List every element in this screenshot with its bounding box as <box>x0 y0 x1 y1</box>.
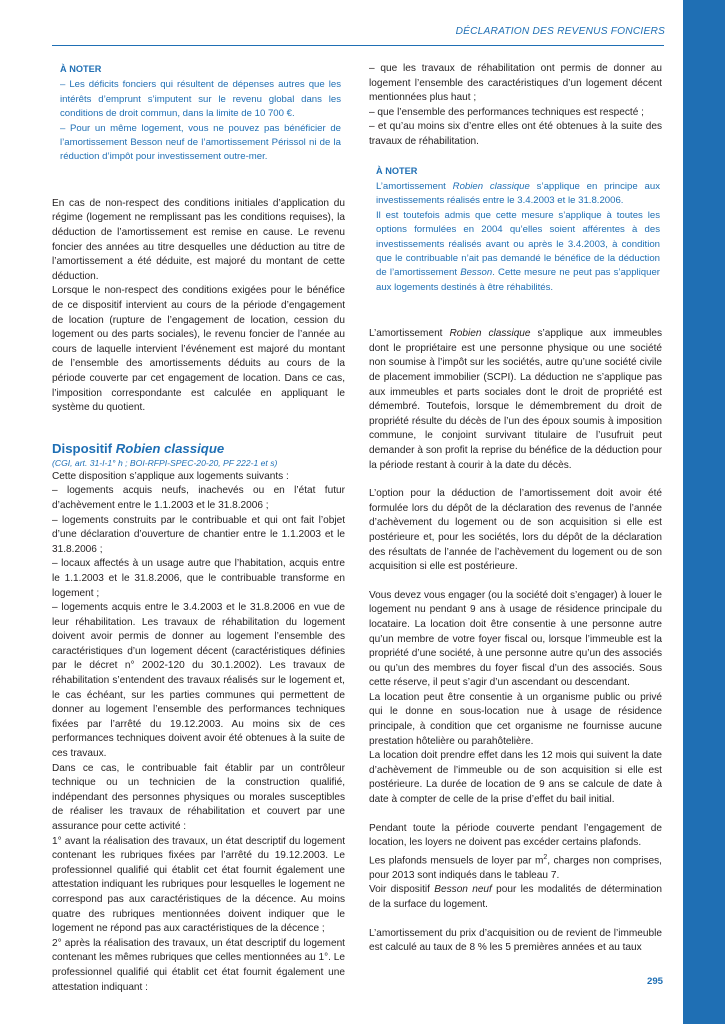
note-title: À NOTER <box>60 64 102 74</box>
text-run: pour les modalités de détermination de la surface du logement. <box>369 884 662 910</box>
note-box-deficits <box>52 62 345 165</box>
note-box-robien <box>369 164 662 296</box>
side-color-band <box>683 0 725 1024</box>
section-line: – logements acquis neufs, inachevés ou en l’état futur d’achèvement entre le 1.1.2003 et le 31.8.2006 ; <box>52 485 345 511</box>
text-run: , charges non comprises, pour 2013 sont indiqués dans le tableau 7. <box>369 855 662 881</box>
section-line: – logements acquis entre le 3.4.2003 et le 31.8.2006 en vue de leur réhabilitation. Les travaux de réhabilitation du logement doivent avoir permis de donner au logement l’ensemble des caractéristiques d’un logement décent (caractéristiques définies par le décret n° 2002-120 du 30.1.2002). Les travaux de réhabilitation s’entendent des travaux réalisés sur le logement et, le cas échéant, sur les parties communes qui permettent de donner au logement l’ensemble des performances techniques fixées par l’arrêté du 19.12.2003. Au moins six de ces performances techniques doivent avoir été obtenues à la suite de ces travaux. <box>52 602 345 760</box>
note-line: – Pour un même logement, vous ne pouvez pas bénéficier de l’amortissement Besson neuf de l’amortissement Périssol ni de la réduction d’impôt pour investissement outre-mer. <box>60 122 341 163</box>
running-header: DÉCLARATION DES REVENUS FONCIERS <box>455 26 665 37</box>
right-column <box>369 62 662 956</box>
note-italic: Besson <box>460 267 493 279</box>
section-line: Dans ce cas, le contribuable fait établir par un contrôleur technique ou un technicien de la construction qualifié, indépendant des personnes physiques ou morales susceptibles de réaliser les travaux de réhabilitation et couvert par une assurance pour cette activité : <box>52 762 345 832</box>
italic-run: Besson neuf <box>434 884 492 896</box>
text-run: s’applique aux immeubles dont le propriétaire est une personne physique ou une société non soumise à l’impôt sur les sociétés, autre qu’une société civile de placement immobilier (SCPI). La déduction ne s’applique pas aux immeubles et parts sociales dont le droit de propriété est démembré. Toutefois, lorsque le démembrement du droit de propriété résulte du décès de l’un des époux soumis à imposition commune, le conjoint survivant titulaire de l’usufruit peut demander à son profit la reprise du bénéfice de la déduction pour la période restant à courir à la date du décès. <box>369 328 663 471</box>
paragraph-engagement: Vous devez vous engager (ou la société doit s’engager) à louer le logement nu pendant 9 ans à usage de résidence principale du locataire. La location doit être consentie à une personne autre qu’un membre de votre foyer fiscal ou, lorsque l’immeuble est la propriété d’une société, à une personne autre qu’un des associés ou qu’un des membres du foyer fiscal d’un des associés. Sous cette réserve, il peut s’agir d’un ascendant ou descendant. <box>369 589 662 689</box>
note-text: . Cette mesure ne peut pas s’appliquer aux logements destinés à être réhabilités. <box>376 267 660 293</box>
note-paragraph <box>376 209 660 295</box>
header-rule <box>52 45 664 46</box>
note-text: L’amortissement <box>376 180 453 192</box>
section-line: – logements construits par le contribuable et qui ont fait l’objet d’une déclaration d’ouverture de chantier entre le 1.1.2003 et le 31.8.2006 ; <box>52 514 345 555</box>
paragraph-rupture: Lorsque le non-respect des conditions exigées pour le bénéfice de ce dispositif intervient au cours de la période d’engagement de location (rupture de l’engagement de location, cession du logement ou des parts sociales), le revenu foncier de l’année au cours de laquelle intervient l’événement est majoré du montant de l’ensemble des amortissements déduits au cours de la période couverte par cet engagement de location. Dans ce cas, l’imposition correspondante est calculée en appliquant le système du quotient. <box>52 285 345 414</box>
paragraph-engagement: La location peut être consentie à un organisme public ou privé qui le donne en sous-location nue à usage de résidence principale, à condition que cet organisme ne fournisse aucune prestation hôtelière ou parahôtelière. <box>369 691 662 747</box>
section-line: 2° après la réalisation des travaux, un état descriptif du logement contenant les mêmes rubriques que celles mentionnées au 1°. Le professionnel qualifié qui établit cet état fournit également une attestation indiquant : <box>52 937 346 993</box>
paragraph-non-respect: En cas de non-respect des conditions initiales d’application du régime (logement ne remplissant pas les conditions requises), la déduction de l’amortissement est remise en cause. Le revenu foncier des années au titre desquelles une déduction au titre de l’amortissement a été déduite, est majoré du montant de cette déduction. <box>52 197 345 282</box>
text-run: Voir dispositif <box>369 884 435 896</box>
page-number: 295 <box>646 976 663 987</box>
text-run: Les plafonds mensuels de loyer par m <box>369 855 544 867</box>
superscript: 2 <box>543 853 548 861</box>
section-title-prefix: Dispositif <box>52 440 116 456</box>
note-text: Il est toutefois admis que cette mesure s’applique à toutes les options formulées en 2004 qu’elles soient afférentes à des investissements réalisés avant ou après le 3.4.2003, à condition que le contribuable n’ait pas demandé le bénéfice de la déduction de l’amortissement <box>376 209 660 279</box>
section-line: – locaux affectés à un usage autre que l’habitation, acquis entre le 1.1.2003 et le 31.8.2006, que le contribuable transforme en logement ; <box>52 558 345 599</box>
left-column <box>52 62 345 995</box>
paragraph-surface <box>369 883 662 912</box>
section-line: Cette disposition s’applique aux logements suivants : <box>52 470 289 482</box>
section-title-italic: Robien classique <box>115 440 225 456</box>
paragraph-engagement: La location doit prendre effet dans les 12 mois qui suivent la date d’achèvement de l’immeuble ou de son acquisition si elle est postérieure. La durée de location de 9 ans se calcule de date à date à compter de celle de la prise d’effet du bail initial. <box>369 750 662 806</box>
paragraph-robien-scope <box>369 327 662 473</box>
section-reference: (CGI, art. 31-I-1° h ; BOI-RFPI-SPEC-20-20, PF 222-1 et s) <box>52 457 278 468</box>
intro-line: – que les travaux de réhabilitation ont permis de donner au logement l’ensemble des caractéristiques d’un logement décent mentionnées plus haut ; <box>369 63 662 104</box>
note-italic: Robien classique <box>452 180 530 192</box>
paragraph-option: L’option pour la déduction de l’amortissement doit avoir été formulée lors du dépôt de la déclaration des revenus de l’année d’achèvement du logement ou de son acquisition si elle est postérieure et, pour les sociétés, lors du dépôt de la déclaration des résultats de l’année de l’achèvement du logement ou de son acquisition si elle est postérieure. <box>369 488 662 573</box>
text-run: L’amortissement <box>369 328 450 340</box>
intro-line: – et qu’au moins six d’entre elles ont été obtenues à la suite des travaux de réhabilitation. <box>369 121 662 147</box>
paragraph-loyers: Pendant toute la période couverte pendant l’engagement de location, les loyers ne doivent pas excéder certains plafonds. <box>369 822 662 849</box>
intro-line: – que l’ensemble des performances techniques est respecté ; <box>369 106 644 118</box>
note-title: À NOTER <box>376 165 418 176</box>
section-title-robien <box>52 441 345 457</box>
paragraph-taux: L’amortissement du prix d’acquisition ou de revient de l’immeuble est calculé au taux de 8 % les 5 premières années et au taux <box>369 927 662 954</box>
italic-run: Robien classique <box>449 328 531 340</box>
note-text: s’applique en principe aux investissements réalisés entre le 3.4.2003 et le 31.8.2006. <box>376 180 660 207</box>
note-paragraph <box>376 180 660 209</box>
paragraph-plafonds <box>369 851 662 884</box>
note-line: – Les déficits fonciers qui résultent de dépenses autres que les intérêts d’emprunt s’imputent sur le revenu global dans les conditions de droit commun, dans la limite de 10 700 €. <box>60 79 341 120</box>
section-line: 1° avant la réalisation des travaux, un état descriptif du logement contenant les rubriques fixées par l’arrêté du 19.12.2003. Le professionnel qualifié qui établit cet état fournit également une attestation indiquant les rubriques pour lesquelles le logement ne correspond pas aux caractéristiques de la décence. Au moins quatre des rubriques mentionnées doivent indiquer que le logement ne répond pas aux caractéristiques de la décence ; <box>52 835 345 935</box>
